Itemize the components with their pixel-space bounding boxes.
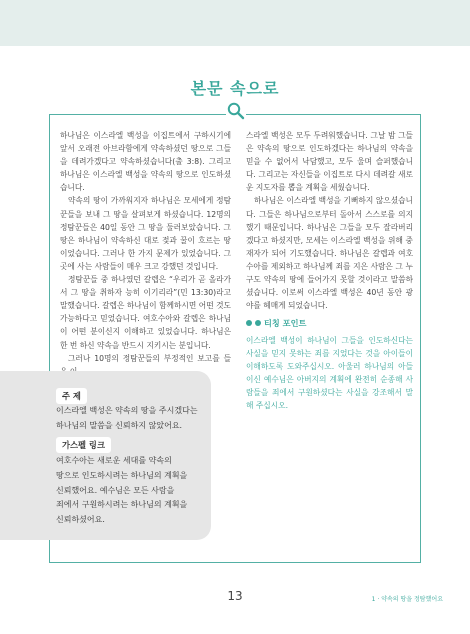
paragraph: 하나님은 이스라엘 백성을 기뻐하지 않으셨습니다. 그들은 하나님으로부터 돌아서 스스로를 의지했기 때문입니다. 하나님은 그들을 모두 잘라버리겠다고 하셨지만, 모세는 이스라엘 백성을 위해 중재자가 되어 기도했습니다. 하나님은 갈렙과 여호수아를 제외하고 하나님께 죄를 지은 사람은 그 누구도 약속의 땅에 들어가지 못할 것이라고 말씀하셨습니다. 이로써 이스라엘 백성은 40년 동안 광야를 헤매게 되었습니다. [246, 196, 413, 311]
footer-chapter-note: 1 · 약속의 땅을 정탐했어요 [371, 596, 443, 603]
paragraph: 하나님은 이스라엘 백성을 이집트에서 구하시기에 앞서 오래전 아브라함에게 약속하셨던 땅으로 그들을 데려가겠다고 약속하셨습니다(출 3:8). 그리고 하나님은 이스라엘 백성을 약속의 땅으로 인도하셨습니다. [60, 131, 231, 193]
paragraph: 정탐꾼들 중 하나였던 갈렙은 “우리가 곧 올라가서 그 땅을 취하자 능히 이기리라”(민 13:30)라고 말했습니다. 갈렙은 하나님이 함께하시면 어떤 것도 가능하다고 믿었습니다. 여호수아와 갈렙은 하나님이 어떤 분이신지 이해하고 있었습니다. 하나님은 한 번 하신 약속을 반드시 지키시는 분입니다. [60, 275, 231, 350]
bullet-dot-icon [255, 320, 261, 326]
theme-text [56, 404, 206, 434]
top-color-band [0, 0, 470, 46]
paragraph: 그러나 10명의 정탐꾼들의 부정적인 보고를 들 [68, 353, 231, 363]
theme-line: 이스라엘 백성은 약속의 땅을 주시겠다는 [56, 406, 198, 415]
paragraph: 스라엘 백성은 모두 두려워했습니다. 그날 밤 그들은 약속의 땅으로 인도하겠다는 하나님의 약속을 믿을 수 없어서 낙담했고, 모두 울며 슬퍼했습니다. 그리고는 자신들을 이집트로 다시 데려갈 새로운 지도자를 뽑을 계획을 세웠습니다. [246, 131, 413, 193]
teaching-point-text: 이스라엘 백성이 하나님이 그들을 인도하신다는 사실을 믿지 못하는 죄를 지었다는 것을 아이들이 이해하도록 도와주십시오. 아울러 하나님의 아들이신 예수님은 아버지의 계획에 완전히 순종해 사람들을 죄에서 구원하셨다는 사실을 강조해서 말해 주십시오. [246, 336, 413, 411]
paragraph: 약속의 땅이 가까워지자 하나님은 모세에게 정탐꾼들을 보내 그 땅을 살펴보게 하셨습니다. 12명의 정탐꾼들은 40일 동안 그 땅을 둘러보았습니다. 그 땅은 하나님이 약속하신 대로 젖과 꿀이 흐르는 땅이었습니다. 그러나 한 가지 문제가 있었습니다. 그곳에 사는 사람들이 매우 크고 강했던 것입니다. [60, 196, 231, 271]
right-column [246, 129, 413, 312]
gospel-link-label: 가스펠 링크 [56, 437, 111, 453]
gospel-line: 여호수아는 새로운 세대를 약속의 [56, 456, 172, 465]
teaching-point-title: 티칭 포인트 [264, 317, 307, 328]
gospel-line: 죄에서 구원하시려는 하나님의 계획을 [56, 500, 188, 510]
gospel-link-text [56, 454, 206, 528]
gospel-line: 신뢰하셨어요. [56, 515, 105, 525]
gospel-line: 신뢰했어요. 예수님은 모든 사람을 [56, 485, 175, 495]
theme-label: 주 제 [56, 388, 87, 404]
gospel-line: 땅으로 인도하시려는 하나님의 계획을 [56, 470, 188, 480]
left-column [60, 129, 231, 378]
bullet-dot-icon [246, 320, 252, 326]
teaching-point-title-row [246, 316, 413, 330]
theme-line: 하나님의 말씀을 신뢰하지 않았어요. [56, 420, 183, 430]
teaching-point [246, 316, 413, 413]
section-heading: 본문 속으로 [190, 79, 280, 98]
page-number: 13 [227, 589, 243, 603]
magnifier-icon [226, 101, 246, 121]
